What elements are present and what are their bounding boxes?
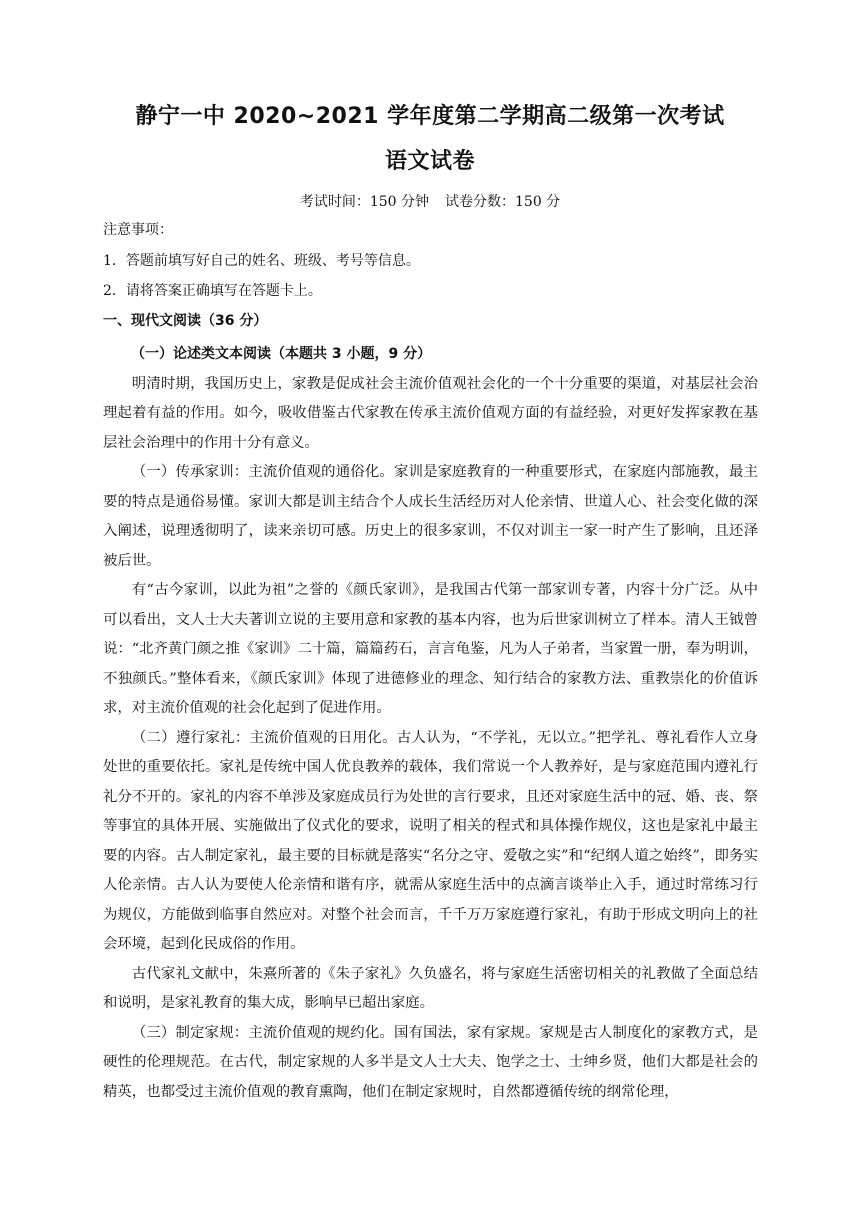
notes-heading: 注意事项： <box>103 222 173 238</box>
notes-item: 2．请将答案正确填写在答题卡上。 <box>103 283 322 299</box>
passage-paragraph: 明清时期，我国历史上，家教是促成社会主流价值观社会化的一个十分重要的渠道，对基层社会治理起着有益的作用。如今，吸收借鉴古代家教在传承主流价值观方面的有益经验，对更好发挥家教在基层社会治理中的作用十分有意义。 <box>103 375 758 451</box>
exam-time: 考试时间：150 分钟 <box>299 194 429 210</box>
passage-paragraph: 有“古今家训，以此为祖”之誉的《颜氏家训》，是我国古代第一部家训专著，内容十分广泛。从中可以看出，文人士大夫著训立说的主要用意和家教的基本内容，也为后世家训树立了样本。清人王钺曾说：“北齐黄门颜之推《家训》二十篇，篇篇药石，言言龟鉴，凡为人子弟者，当家置一册，奉为明训，不独颜氏。”整体看来，《颜氏家训》体现了进德修业的理念、知行结合的家教方法、重教崇化的价值诉求，对主流价值观的社会化起到了促进作用。 <box>103 582 758 716</box>
passage-paragraph: （二）遵行家礼：主流价值观的日用化。古人认为，“不学礼，无以立。”把学礼、尊礼看作人立身处世的重要依托。家礼是传统中国人优良教养的载体，我们常说一个人教养好，是与家庭范围内遵礼行礼分不开的。家礼的内容不单涉及家庭成员行为处世的言行要求，且还对家庭生活中的冠、婚、丧、祭等事宜的具体开展、实施做出了仪式化的要求，说明了相关的程式和具体操作规仪，这也是家礼中最主要的内容。古人制定家礼，最主要的目标就是落实“名分之守、爱敬之实”和“纪纲人道之始终”，即务实人伦亲情。古人认为要使人伦亲情和谐有序，就需从家庭生活中的点滴言谈举止入手，通过时常练习行为规仪，方能做到临事自然应对。对整个社会而言，千千万万家庭遵行家礼，有助于形成文明向上的社会环境，起到化民成俗的作用。 <box>103 729 758 952</box>
notes-item: 1．答题前填写好自己的姓名、班级、考号等信息。 <box>103 253 420 269</box>
exam-score: 试卷分数：150 分 <box>445 194 561 210</box>
passage-paragraph: （三）制定家规：主流价值观的规约化。国有国法，家有家规。家规是古人制度化的家教方式，是硬性的伦理规范。在古代，制定家规的人多半是文人士大夫、饱学之士、士绅乡贤，他们大都是社会的精英，也都受过主流价值观的教育熏陶，他们在制定家规时，自然都遵循传统的纲常伦理， <box>103 1024 758 1100</box>
passage-paragraph: （一）传承家训：主流价值观的通俗化。家训是家庭教育的一种重要形式，在家庭内部施教，最主要的特点是通俗易懂。家训大都是训主结合个人成长生活经历对人伦亲情、世道人心、社会变化做的深入阐述，说理透彻明了，读来亲切可感。历史上的很多家训，不仅对训主一家一时产生了影响，且还泽被后世。 <box>103 464 758 569</box>
exam-title: 静宁一中 2020~2021 学年度第二学期高二级第一次考试 <box>135 104 725 129</box>
passage-body <box>103 340 758 1107</box>
section-title: 一、现代文阅读（36 分） <box>103 313 268 329</box>
section-subtitle: （一）论述类文本阅读（本题共 3 小题，9 分） <box>131 346 432 362</box>
exam-subtitle: 语文试卷 <box>384 149 475 174</box>
passage-paragraph: 古代家礼文献中，朱熹所著的《朱子家礼》久负盛名，将与家庭生活密切相关的礼教做了全面总结和说明，是家礼教育的集大成，影响早已超出家庭。 <box>103 965 758 1011</box>
exam-meta <box>0 191 860 213</box>
